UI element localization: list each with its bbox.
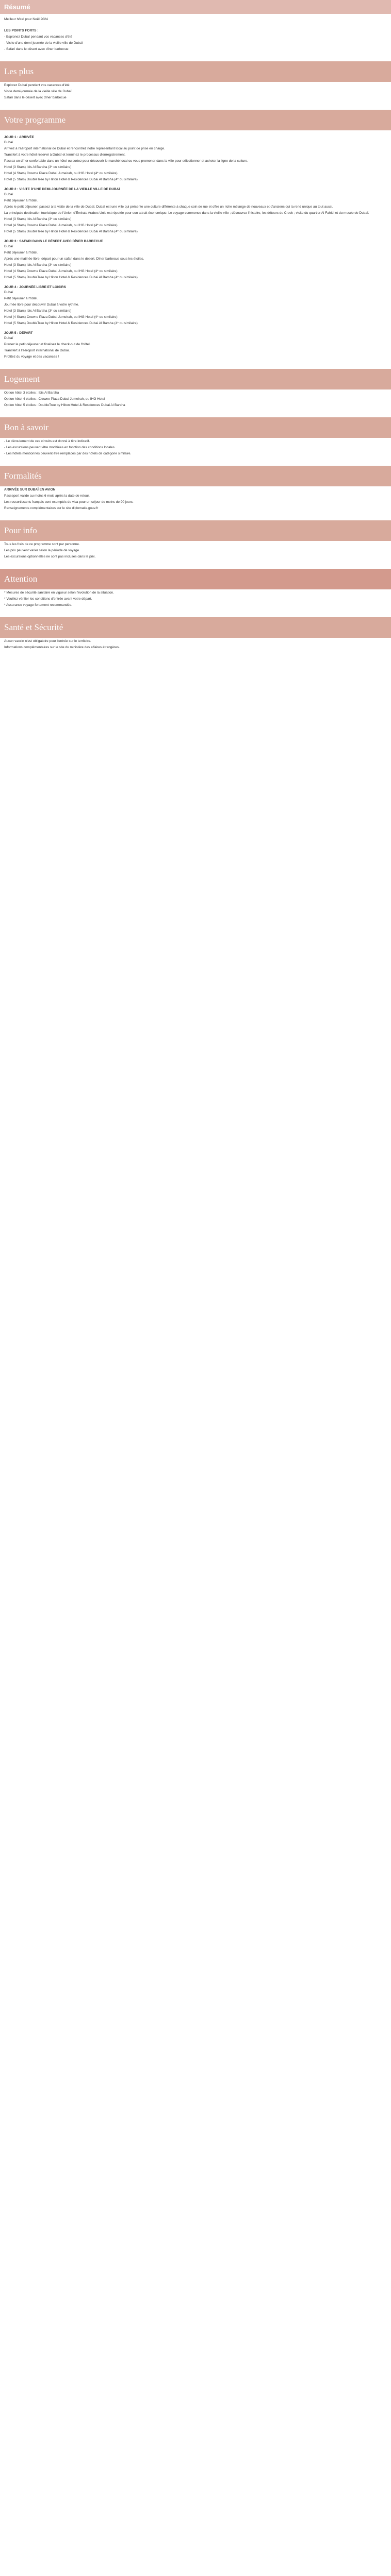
point-item: - Safari dans le désert avec dîner barbecue [4,47,69,51]
logement-line: Option hôtel 4 étoiles : Crowne Plaza Dubai Jumeirah, ou IHG Hotel [4,397,105,401]
pour-info-line: Tous les frais de ce programme sont par personne. [4,543,80,546]
bon-savoir-line: - Les excursions peuvent être modifiées en fonction des conditions locales. [4,446,116,449]
plus-line: Explorez Dubaï pendant vos vacances d'été [4,83,70,87]
page [0,0,391,650]
day-line: Hotel (3 Stars) Ibis Al Barsha (3* ou similaire) [4,309,72,313]
day-line: Transfert à votre hôtel réservé à Dubaï et terminez le processus d'enregistrement. [4,153,126,157]
day-line: Petit déjeuner à l'hôtel. [4,199,38,202]
logement-line: Option hôtel 3 étoiles : Ibis Al Barsha [4,391,59,395]
day-line: Hotel (4 Stars) Crowne Plaza Dubai Jumeirah, ou IHG Hotel (4* ou similaire) [4,315,118,319]
pour-info-title: Pour info [4,526,37,535]
day-line: Dubaï [4,141,13,144]
attention-header [0,569,391,589]
logement-header [0,369,391,389]
day-line: Après le petit déjeuner, passez à la visite de la ville de Dubaï. Dubaï est une ville qui présente une culture différente à chaque coin de rue et offre un riche mélange de nouveaux et d'anciens qui la rend unique au tout aussi. [4,205,333,209]
plus-title: Les plus [4,66,34,76]
programme-header [0,110,391,130]
pour-info-line: Les prix peuvent varier selon la période de voyage. [4,549,80,552]
day-block [0,285,391,326]
day-line: La principale destination touristique de l'Union d'Émirats Arabes Unis est réputée pour son attrait économique. Le voyage commence dans la vieille ville ; découvrez l'histoire, les détours du Creek ; visite du quartier Al Fahidi et du musée de Dubaï. [4,211,369,215]
formalites-title: Formalités [4,471,42,481]
day-line: Après une matinée libre, départ pour un safari dans le désert. Dîner barbecue sous les étoiles. [4,257,144,261]
formalites-header [0,466,391,486]
day-line: Petit déjeuner à l'hôtel. [4,297,38,300]
day-line: Arrivez à l'aéroport international de Dubaï et rencontrez notre représentant local au point de prise en charge. [4,147,165,150]
day-line: Petit déjeuner à l'hôtel. [4,251,38,255]
programme-title: Votre programme [4,115,66,125]
day-line: Profitez du voyage et des vacances ! [4,355,59,359]
sante-header [0,617,391,638]
plus-line: Visite demi-journée de la vieille ville de Dubaï [4,90,72,93]
day-line: Dubaï [4,193,13,196]
day-line: Hotel (5 Stars) DoubleTree by Hilton Hotel & Residences Dubai Al Barsha (4* ou similaire) [4,230,138,233]
bon-savoir-title: Bon à savoir [4,422,48,432]
plus-line: Safari dans le désert avec dîner barbecue [4,96,67,99]
day-line: Hotel (4 Stars) Crowne Plaza Dubai Jumeirah, ou IHG Hotel (4* ou similaire) [4,269,118,273]
day-block [0,135,391,182]
day-line: Hotel (4 Stars) Crowne Plaza Dubai Jumeirah, ou IHG Hotel (4* ou similaire) [4,172,118,175]
day-line: Hotel (3 Stars) Ibis Al Barsha (3* ou similaire) [4,263,72,267]
pour-info-line: Les excursions optionnelles ne sont pas incluses dans le prix. [4,555,96,558]
day-title: JOUR 2 : VISITE D'UNE DEMI-JOURNÉE DE LA VIEILLE VILLE DE DUBAÏ [4,188,120,191]
day-line: Passez un dîner confortable dans un hôtel ou sortez pour découvrir le marché local ou vous promener dans la ville pour sélectionner et acheter la ligne de la culture. [4,159,248,163]
day-line: Hotel (5 Stars) DoubleTree by Hilton Hotel & Residences Dubai Al Barsha (4* ou similaire) [4,276,138,279]
point-item: - Espionez Dubaï pendant vos vacances d'été [4,35,73,39]
day-block [0,188,391,234]
attention-line: * Mesures de sécurité sanitaire en vigueur selon l'évolution de la situation. [4,591,114,595]
sante-line: Informations complémentaires sur le site du ministère des affaires étrangères. [4,646,120,649]
logement-title: Logement [4,374,40,384]
resume-banner [0,0,391,14]
day-line: Hotel (3 Stars) Ibis Al Barsha (3* ou similaire) [4,165,72,169]
points-title: LES POINTS FORTS : [4,29,39,32]
bon-savoir-line: - Les hôtels mentionnés peuvent être remplacés par des hôtels de catégorie similaire. [4,452,132,455]
day-title: JOUR 4 : JOURNÉE LIBRE ET LOISIRS [4,285,66,289]
bon-savoir-header [0,417,391,438]
day-line: Hotel (5 Stars) DoubleTree by Hilton Hotel & Residences Dubai Al Barsha (4* ou similaire) [4,321,138,325]
day-line: Dubaï [4,245,13,248]
day-line: Journée libre pour découvrir Dubaï à votre rythme. [4,303,79,307]
day-title: JOUR 1 : ARRIVÉE [4,135,34,139]
formalites-line: ARRIVÉE SUR DUBAÏ EN AVION [4,488,56,492]
day-title: JOUR 5 : DÉPART [4,331,33,335]
formalites-line: Renseignements complémentaires sur le site diplomatie.gouv.fr [4,506,99,510]
plus-header [0,61,391,82]
day-line: Hotel (3 Stars) Ibis Al Barsha (3* ou similaire) [4,217,72,221]
day-block [0,240,391,280]
sante-line: Aucun vaccin n'est obligatoire pour l'entrée sur le territoire. [4,639,91,643]
day-line: Dubaï [4,336,13,340]
day-line: Prenez le petit déjeuner et finalisez le check-out de l'hôtel. [4,343,91,346]
bon-savoir-line: - Le déroulement de ces circuits est donné à titre indicatif. [4,439,90,443]
formalites-line: Passeport valide au moins 6 mois après la date de retour. [4,494,90,498]
pour-info-header [0,520,391,541]
day-line: Transfert à l'aéroport international de Dubaï. [4,349,70,352]
day-title: JOUR 3 : SAFARI DANS LE DÉSERT AVEC DÎNER BARBECUE [4,240,103,243]
day-line: Dubaï [4,291,13,294]
attention-line: * Assurance voyage fortement recommandée. [4,603,72,607]
logement-line: Option hôtel 5 étoiles : DoubleTree by Hilton Hotel & Residences Dubai Al Barsha [4,403,125,407]
sante-title: Santé et Sécurité [4,622,63,632]
attention-title: Attention [4,574,38,584]
day-line: Hotel (4 Stars) Crowne Plaza Dubai Jumeirah, ou IHG Hotel (4* ou similaire) [4,224,118,227]
point-item: - Visite d'une demi-journée de la vieille ville de Dubaï [4,41,83,45]
formalites-line: Les ressortissants français sont exemptés de visa pour un séjour de moins de 90 jours. [4,500,134,504]
day-line: Hotel (5 Stars) DoubleTree by Hilton Hotel & Residences Dubai Al Barsha (4* ou similaire) [4,178,138,181]
resume-line: Meilleur hôtel pour Noël 2024 [4,18,48,21]
resume-title: Résumé [4,3,30,11]
attention-line: * Veuillez vérifier les conditions d'entrée avant votre départ. [4,597,92,601]
day-block [0,331,391,360]
